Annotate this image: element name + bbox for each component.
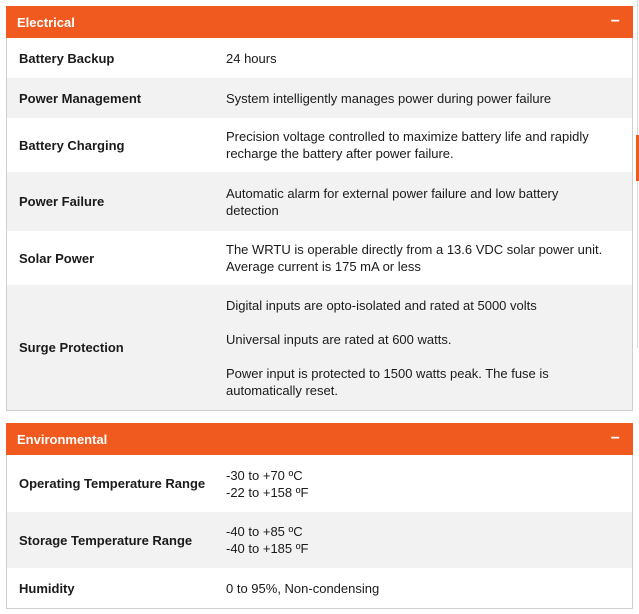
electrical-panel [6,6,633,411]
row-value: System intelligently manages power during power failure [226,90,552,106]
row-label: Humidity [19,580,75,596]
table-row [7,568,632,608]
row-value: The WRTU is operable directly from a 13.6 VDC solar power unit. Average current is 175 mA or less [226,242,603,274]
electrical-header[interactable] [6,6,633,38]
collapse-icon[interactable]: − [610,430,620,447]
table-row [7,455,632,512]
table-row [7,38,632,78]
environmental-panel [6,423,633,609]
row-label: Storage Temperature Range [19,532,193,548]
row-value: -30 to +70 ºC -22 to +158 ºF [226,467,309,500]
table-row [7,231,632,285]
table-row [7,512,632,568]
row-value: Digital inputs are opto-isolated and rated at 5000 volts Universal inputs are rated at 600 watts. Power input is protected to 1500 watts peak. The fuse is automatically reset. [226,297,549,398]
row-value: -40 to +85 ºC -40 to +185 ºF [226,524,309,556]
row-label: Surge Protection [19,340,124,355]
environmental-title: Environmental [17,431,108,447]
environmental-header[interactable] [6,423,633,455]
table-row [7,172,632,231]
table-row [7,118,632,172]
electrical-title: Electrical [17,14,75,30]
row-label: Battery Backup [19,50,115,66]
row-label: Battery Charging [19,137,125,153]
row-label: Operating Temperature Range [19,476,206,491]
row-value: 0 to 95%, Non-condensing [226,580,380,596]
table-row [7,78,632,118]
row-label: Power Failure [19,194,105,209]
table-row [7,285,632,410]
row-label: Power Management [19,90,142,106]
row-value: 24 hours [226,50,277,66]
collapse-icon[interactable]: − [610,13,620,30]
row-value: Automatic alarm for external power failure and low battery detection [226,185,559,218]
row-label: Solar Power [19,250,95,266]
row-value: Precision voltage controlled to maximize battery life and rapidly recharge the battery after power failure. [226,129,589,161]
